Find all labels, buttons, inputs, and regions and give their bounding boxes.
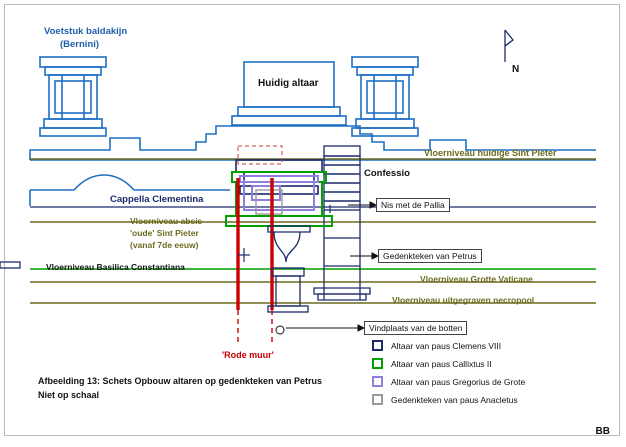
legend-label-gregorius: Altaar van paus Gregorius de Grote [391, 376, 526, 387]
legend-item [372, 376, 608, 387]
altar-gregorius-de-grote [240, 176, 318, 210]
legend-item [372, 340, 608, 351]
label-level-current-st-peter: Vloerniveau huidige Sint Pieter [424, 148, 557, 158]
legend [372, 340, 608, 412]
label-bernini: (Bernini) [60, 39, 100, 50]
label-level-grotte-vaticane: Vloerniveau Grotte Vaticane [420, 274, 533, 284]
legend-label-anacletus: Gedenkteken van paus Anacletus [391, 394, 518, 405]
label-rode-muur: 'Rode muur' [222, 350, 274, 360]
caption-line-2: Niet op schaal [38, 390, 100, 400]
legend-swatch-clemens [372, 340, 383, 351]
legend-label-clemens: Altaar van paus Clemens VIII [391, 340, 502, 351]
label-level-basilica-constantiana: Vloerniveau Basilica Constantiana [46, 262, 185, 272]
baldachin-pedestal-right [352, 57, 418, 136]
label-voetstuk-baldakijn: Voetstuk baldakijn [44, 26, 128, 37]
baldachin-pedestal-left [40, 57, 106, 136]
label-level-necropolis: Vloerniveau uitgegraven necropool [392, 295, 535, 305]
legend-item [372, 394, 608, 405]
callout-nis-met-de-pallia: Nis met de Pallia [376, 198, 450, 212]
legend-label-callixtus: Altaar van paus Callixtus II [391, 358, 492, 369]
legend-swatch-anacletus [372, 394, 383, 405]
legend-swatch-gregorius [372, 376, 383, 387]
callout-gedenkteken-petrus: Gedenkteken van Petrus [378, 249, 482, 263]
label-level-apse-1: Vloerniveau absis [130, 216, 203, 226]
dashed-guide-box [238, 146, 282, 164]
label-north: N [512, 64, 520, 75]
legend-item [372, 358, 608, 369]
label-level-apse-3: (vanaf 7de eeuw) [130, 240, 199, 250]
label-confessio: Confessio [364, 168, 410, 179]
signature: BB [595, 426, 610, 437]
callout-vindplaats-botten: Vindplaats van de botten [364, 321, 467, 335]
label-level-apse-2: 'oude' Sint Pieter [130, 228, 199, 238]
current-altar [232, 62, 346, 125]
measure-marks [238, 205, 330, 262]
figure-caption [38, 374, 322, 402]
caption-line-1: Afbeelding 13: Schets Opbouw altaren op gedenkteken van Petrus [38, 376, 323, 386]
legend-swatch-callixtus [372, 358, 383, 369]
compass-icon [505, 30, 513, 62]
label-cappella-clementina: Cappella Clementina [110, 194, 204, 205]
label-huidig-altaar: Huidig altaar [258, 78, 319, 89]
